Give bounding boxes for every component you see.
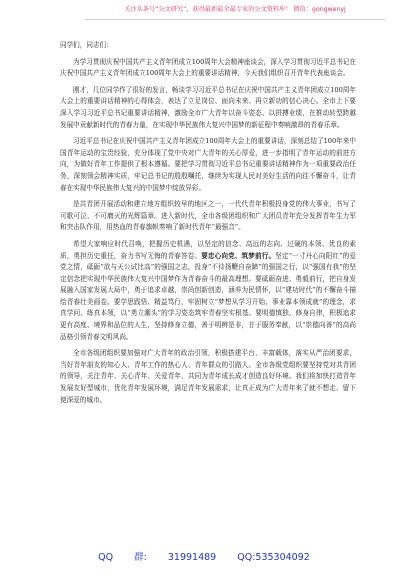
bold-phrase: 要忠心向党、筑梦前行。 [201, 251, 276, 260]
footer [0, 549, 408, 563]
paragraph: 刚才，几位同学作了很好的发言，畅谈学习习近平总书记在庆祝中国共产主义青年团成立100周年大会上的重要讲话精神的心得体会，表达了立足岗位、面向未来、再立新功的信心决心。全市上下要深入学习习近平总书记重要讲话精神，激励全市广大青年以奋斗姿态、以拼搏业绩，在推动转型跨越发展中贡献新时代的青春力量，在实现中华民族伟大复兴中国梦的新征程中奏响激昂的青春乐章。 [60, 85, 356, 129]
salutation: 同学们，同志们： [60, 41, 113, 49]
paragraph: 为学习贯彻庆祝中国共产主义青年团成立100周年大会精神座谈会，深入学习贯彻习近平总书记在庆祝中国共产主义青年团成立100周年大会上的重要讲话精神，今天我们组织召开青年代表座谈会。 [60, 57, 356, 78]
document-body [60, 40, 356, 411]
banner-text: 关注头条号“公文研究”，获得最新最全最专业的公文资料库！ 微信：gongwenyj [124, 6, 346, 13]
header-banner [85, 6, 385, 32]
paragraph-with-emphasis [60, 239, 356, 343]
paragraph-text: 坚定“一寸丹心向阳红”的爱党之情，砥砺“欲与天公试比高”的强国之志，投身“不待扬鞭自奋蹄”的强国之行，以“强国有我”的坚定信念把实现中华民族伟大复兴中国梦作为青春奋斗的最高理想。要砥砺奋进、勇毅前行，把自身发展融入国家发展大局中，勇于追求卓越，崇尚创新创造，涵养为民情怀，以“建功时代”的不懈奋斗描绘青春壮美画卷。要学思践悟、精益笃行，牢固树立“梦想从学习开始、事业靠本领成就”的理念，求真学问、练真本领，以“勇立潮头”的学习姿态筑牢青春坚实根基。要明德慎独、修身自律，积极追求更有高度、境界和品位的人生，坚持修身立德，善于明辨是非，甘于服务奉献，以“崇德向善”的高尚品格引领青春文明风尚。 [60, 251, 357, 341]
paragraph: 是共青团开展活动和建立地方组织较早的地区之一，一代代青年积极投身党的伟大事业，书写了可歌可泣、不可磨灭的光辉篇章。进入新时代，全市各级团组织和广大团员青年充分发挥青年生力军和突击队作用，用热血的青春旗帜奏响了新时代青年“最强音”。 [60, 200, 356, 232]
paragraph: 习近平总书记在庆祝中国共产主义青年团成立100周年大会上的重要讲话，深刻总结了100年来中国青年运动的宝贵经验，充分体现了党中央对广大青年的关心厚爱，进一步指明了青年运动的前进方向，为做好青年工作提供了根本遵循。要把学习贯彻习近平总书记重要讲话精神作为一项重要政治任务，深刻领会精神实质，牢记总书记的殷殷嘱托，继续为实现人民对美好生活的向往不懈奋斗，让青春在实现中华民族伟大复兴的中国梦中绽放异彩。 [60, 137, 356, 192]
paragraph: 全市各级团组织要加强对广大青年的政治引领，积极搭建平台、丰富载体，落实从严治团要求，当好青年朋友的知心人、青年工作的热心人、青年群众的引路人。全市各级党组织要坚持党对共青团的领导，关注青年、关心青年、关爱青年，共同为青年成长成才创造良好环境。我们将加快打造青年发展友好型城市，优化青年发展环境，满足青年发展需求，让真正成为广大青年来了就不想走、留下便深爱的城市。 [60, 349, 356, 404]
banner-divider [85, 19, 385, 20]
paragraph-text: 希望大家响应时代召唤，把握历史机遇，以坚定的信念、高远的志向、过硬的本领、优良的素质，勇担历史重任，奋力书写无悔的青春答卷。 [60, 239, 356, 260]
footer-qq: QQ:535304092 [237, 552, 310, 563]
footer-qq-group: QQ 群: 31991489 [98, 552, 217, 563]
